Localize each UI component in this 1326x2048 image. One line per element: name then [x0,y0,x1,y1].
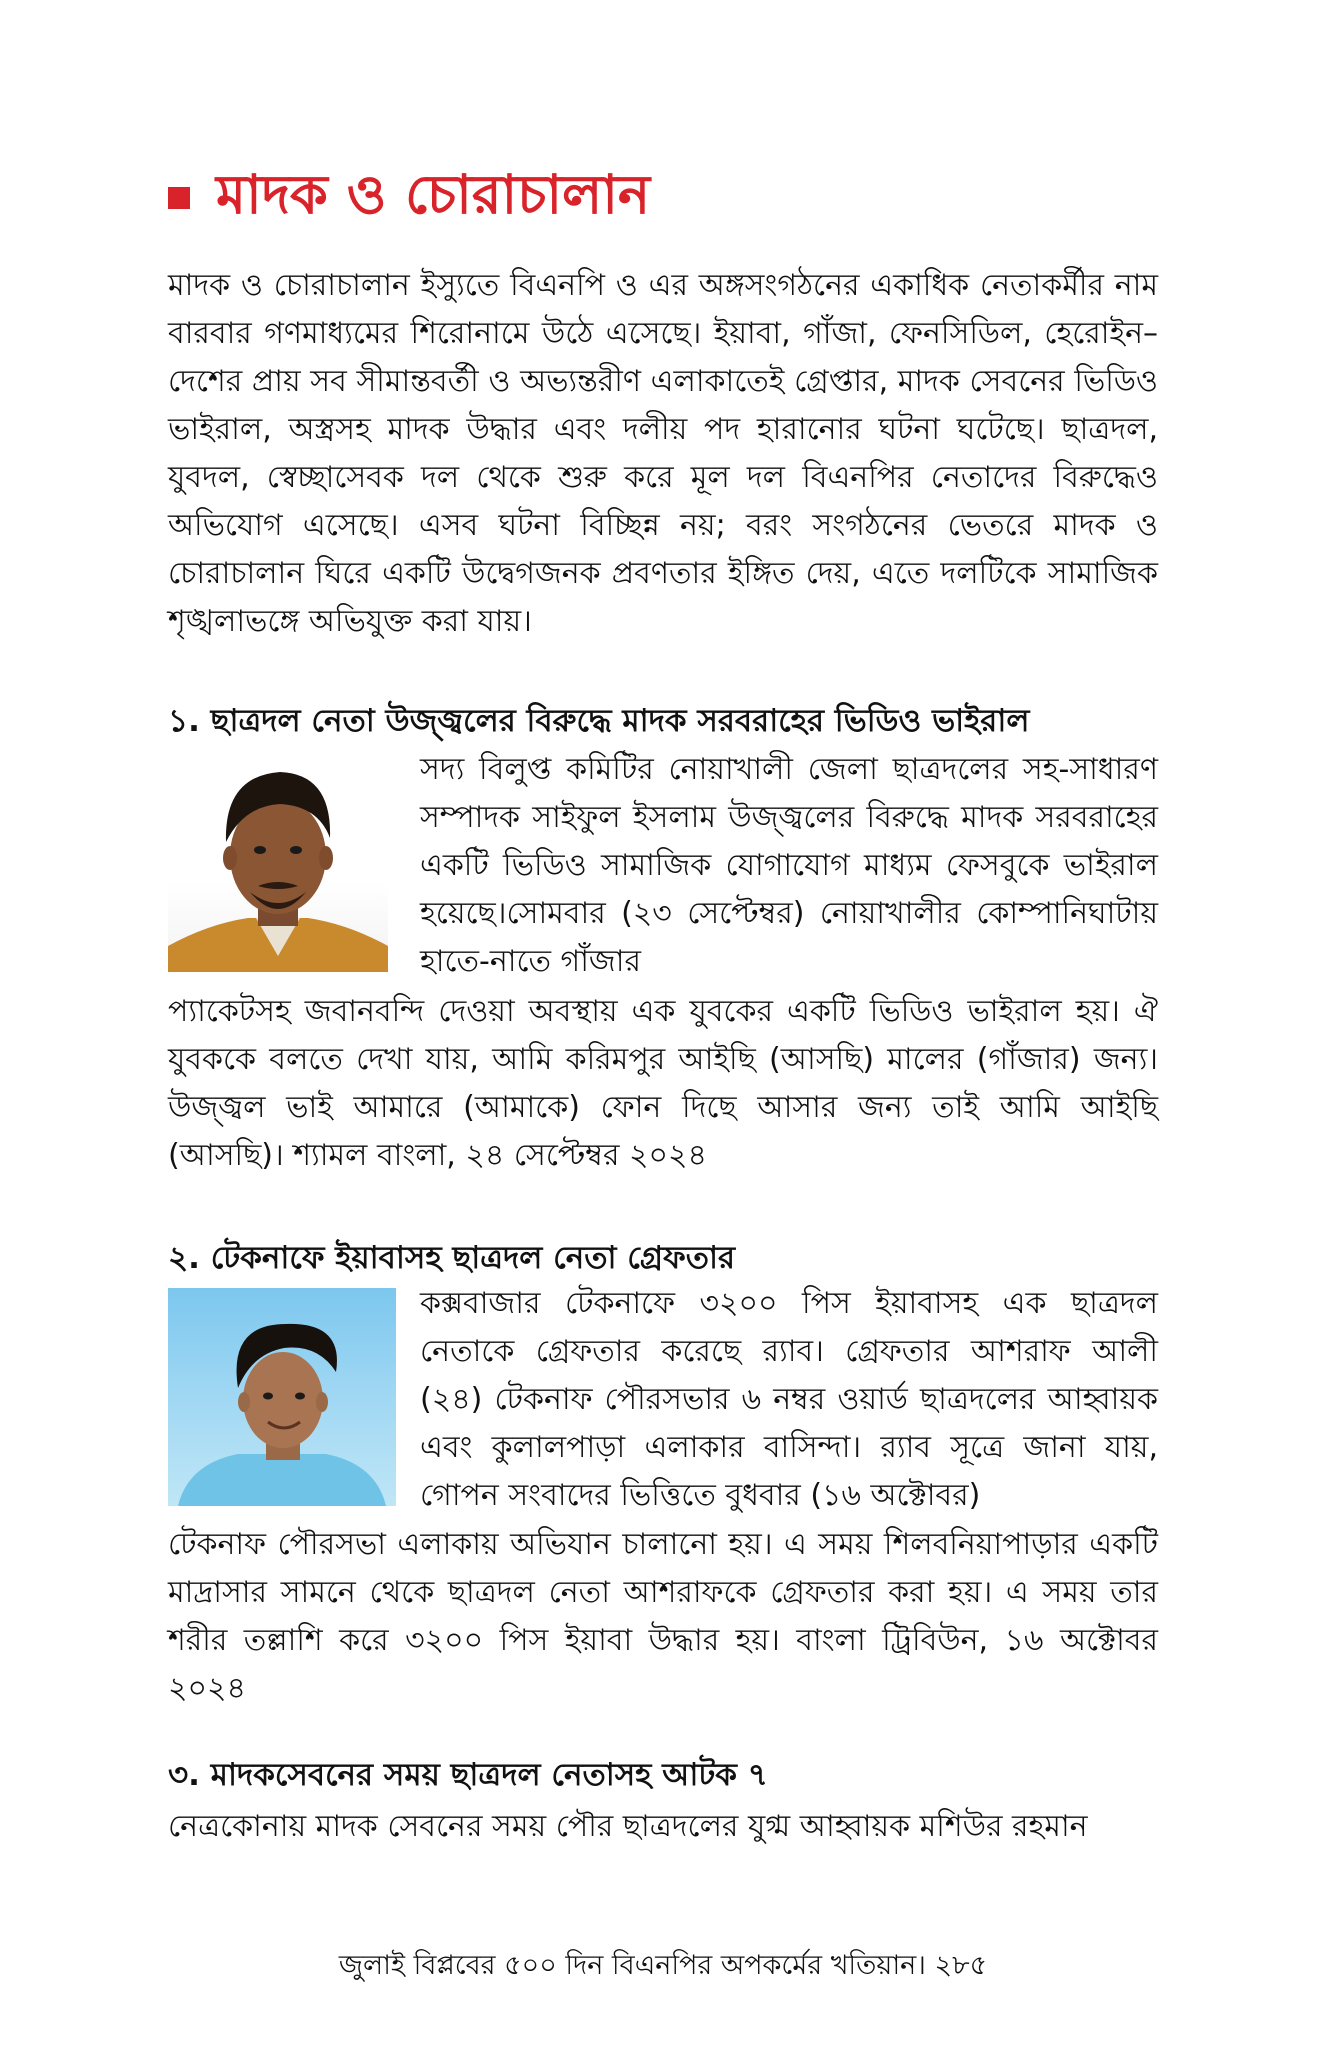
item-3-text: নেত্রকোনায় মাদক সেবনের সময় পৌর ছাত্রদলের যুগ্ম আহ্বায়ক মশিউর রহমান [168,1809,1088,1844]
item-3-heading: ৩. মাদকসেবনের সময় ছাত্রদল নেতাসহ আটক ৭ [168,1757,768,1793]
item-1-heading: ১. ছাত্রদল নেতা উজ্জ্বলের বিরুদ্ধে মাদক সরবরাহের ভিডিও ভাইরাল [168,703,1030,739]
bullet-square-icon [168,187,190,209]
section-title [168,160,650,230]
item-2-side-text: কক্সবাজার টেকনাফে ৩২০০ পিস ইয়াবাসহ এক ছাত্রদল নেতাকে গ্রেফতার করেছে র‍্যাব। গ্রেফতার আশরাফ আলী (২৪) টেকনাফ পৌরসভার ৬ নম্বর ওয়ার্ড ছাত্রদলের আহ্বায়ক এবং কুলালপাড়া এলাকার বাসিন্দা। র‍্যাব সূত্রে জানা যায়, গোপন সংবাদের ভিত্তিতে বুধবার (১৬ অক্টোবর) [420,1286,1158,1513]
portrait-illustration-1 [168,746,388,972]
intro-paragraph: মাদক ও চোরাচালান ইস্যুতে বিএনপি ও এর অঙ্গসংগঠনের একাধিক নেতাকর্মীর নাম বারবার গণমাধ্যমের শিরোনামে উঠে এসেছে। ইয়াবা, গাঁজা, ফেনসিডিল, হেরোইন–দেশের প্রায় সব সীমান্তবর্তী ও অভ্যন্তরীণ এলাকাতেই গ্রেপ্তার, মাদক সেবনের ভিডিও ভাইরাল, অস্ত্রসহ মাদক উদ্ধার এবং দলীয় পদ হারানোর ঘটনা ঘটেছে। ছাত্রদল, যুবদল, স্বেচ্ছাসেবক দল থেকে শুরু করে মূল দল বিএনপির নেতাদের বিরুদ্ধেও অভিযোগ এসেছে। এসব ঘটনা বিচ্ছিন্ন নয়; বরং সংগঠনের ভেতরে মাদক ও চোরাচালান ঘিরে একটি উদ্বেগজনক প্রবণতার ইঙ্গিত দেয়, এতে দলটিকে সামাজিক শৃঙ্খলাভঙ্গে অভিযুক্ত করা যায়। [168,268,1158,639]
portrait-illustration-2 [168,1288,396,1506]
item-2-heading: ২. টেকনাফে ইয়াবাসহ ছাত্রদল নেতা গ্রেফতার [168,1240,736,1276]
item-2-continuation: টেকনাফ পৌরসভা এলাকায় অভিযান চালানো হয়। এ সময় শিলবনিয়াপাড়ার একটি মাদ্রাসার সামনে থেকে ছাত্রদল নেতা আশরাফকে গ্রেফতার করা হয়। এ সময় তার শরীর তল্লাশি করে ৩২০০ পিস ইয়াবা উদ্ধার হয়। বাংলা ট্রিবিউন, ১৬ অক্টোবর ২০২৪ [168,1527,1158,1706]
section-title-text: মাদক ও চোরাচালান [216,163,651,226]
page-footer: জুলাই বিপ্লবের ৫০০ দিন বিএনপির অপকর্মের খতিয়ান। ২৮৫ [338,1950,988,1981]
item-1-side-text: সদ্য বিলুপ্ত কমিটির নোয়াখালী জেলা ছাত্রদলের সহ-সাধারণ সম্পাদক সাইফুল ইসলাম উজ্জ্বলের বিরুদ্ধে মাদক সরবরাহের একটি ভিডিও সামাজিক যোগাযোগ মাধ্যম ফেসবুকে ভাইরাল হয়েছে।সোমবার (২৩ সেপ্টেম্বর) নোয়াখালীর কোম্পানিঘাটায় হাতে-নাতে গাঁজার [420,752,1158,979]
item-2-photo [168,1288,396,1506]
item-1-photo [168,746,388,972]
item-1-continuation: প্যাকেটসহ জবানবন্দি দেওয়া অবস্থায় এক যুবকের একটি ভিডিও ভাইরাল হয়। ঐ যুবককে বলতে দেখা যায়, আমি করিমপুর আইছি (আসছি) মালের (গাঁজার) জন্য। উজ্জ্বল ভাই আমারে (আমাকে) ফোন দিছে আসার জন্য তাই আমি আইছি (আসছি)। শ্যামল বাংলা, ২৪ সেপ্টেম্বর ২০২৪ [168,994,1158,1173]
